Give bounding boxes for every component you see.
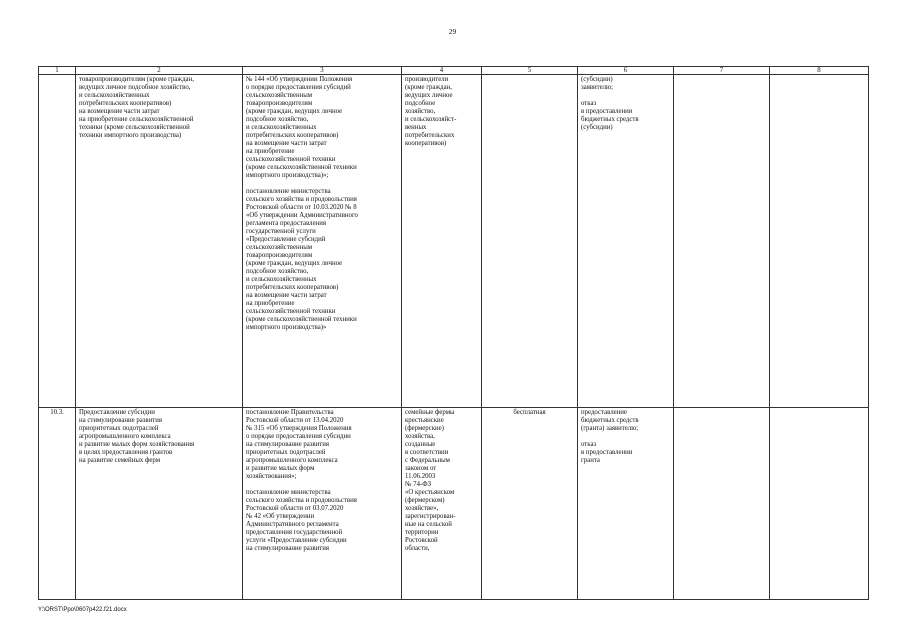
service-name-cell: товаропроизводителям (кроме граждан, ведущих личное подсобное хозяйство, и сельскохозяйственных потребительских кооперативов) на возмещение части затрат на приобретение сельскохозяйственной техники (кроме сельскохозяйственной техники импортного производства) [76,75,243,408]
column-7-cell [674,75,770,408]
recipient-cell: семейные фермы крестьянские (фермерские) хозяйства, созданные в соответствии с Федеральным законом от 11.06.2003 № 74-ФЗ «О крестьянском (фермерском) хозяйстве», зарегистрирован- ные на сельской территории Ростовской области, [402,408,482,600]
service-name-cell: Предоставление субсидии на стимулирование развития приоритетных подотраслей агропромышленного комплекса и развитие малых форм хозяйствования в целях предоставления грантов на развитие семейных ферм [76,408,243,600]
file-path-footer: Y:\ORST\Ppo\0607p422.f21.docx [38,607,127,613]
fee-cell: бесплатная [482,408,578,600]
column-header-8: 8 [770,67,869,75]
column-header-2: 2 [76,67,243,75]
column-header-1: 1 [39,67,76,75]
column-7-cell [674,408,770,600]
column-8-cell [770,75,869,408]
legal-basis-cell: постановление Правительства Ростовской области от 13.04.2020 № 315 «Об утверждения Положения о порядке предоставления субсидии на стимулирование развития приоритетных подотраслей агропромышленного комплекса и развитие малых форм хозяйствования»; постановление министерства сельского хозяйства и продовольствия Ростовской области от 03.07.2020 № 42 «Об утверждении Административного регламента предоставления государственной услуги «Предоставление субсидии на стимулирование развития [243,408,402,600]
column-header-3: 3 [243,67,402,75]
recipient-cell: производители (кроме граждан, ведущих личное подсобное хозяйство, и сельскохозяйст- венных потребительских кооперативов) [402,75,482,408]
column-header-4: 4 [402,67,482,75]
fee-cell [482,75,578,408]
column-header-6: 6 [578,67,674,75]
table-row [39,408,869,600]
row-number-cell [39,75,76,408]
result-cell: (субсидии) заявителю; отказ в предоставлении бюджетных средств (субсидии) [578,75,674,408]
table-header-row [39,67,869,75]
result-cell: предоставление бюджетных средств (гранта) заявителю; отказ в предоставлении гранта [578,408,674,600]
column-header-7: 7 [674,67,770,75]
column-header-5: 5 [482,67,578,75]
table-row [39,75,869,408]
row-number-cell: 10.3. [39,408,76,600]
document-table [38,66,869,600]
page-number: 29 [448,27,457,36]
column-8-cell [770,408,869,600]
legal-basis-cell: № 144 «Об утверждении Положения о порядке предоставления субсидий сельскохозяйственным товаропроизводителям (кроме граждан, ведущих личное подсобное хозяйство, и сельскохозяйственных потребительских кооперативов) на возмещение части затрат на приобретение сельскохозяйственной техники (кроме сельскохозяйственной техники импортного производства)»; постановление министерства сельского хозяйства и продовольствия Ростовской области от 10.03.2020 № 8 «Об утверждении Административного регламента предоставления государственной услуги «Предоставление субсидий сельскохозяйственным товаропроизводителям (кроме граждан, ведущих личное подсобное хозяйство, и сельскохозяйственных потребительских кооперативов) на возмещение части затрат на приобретение сельскохозяйственной техники (кроме сельскохозяйственной техники импортного производства)» [243,75,402,408]
